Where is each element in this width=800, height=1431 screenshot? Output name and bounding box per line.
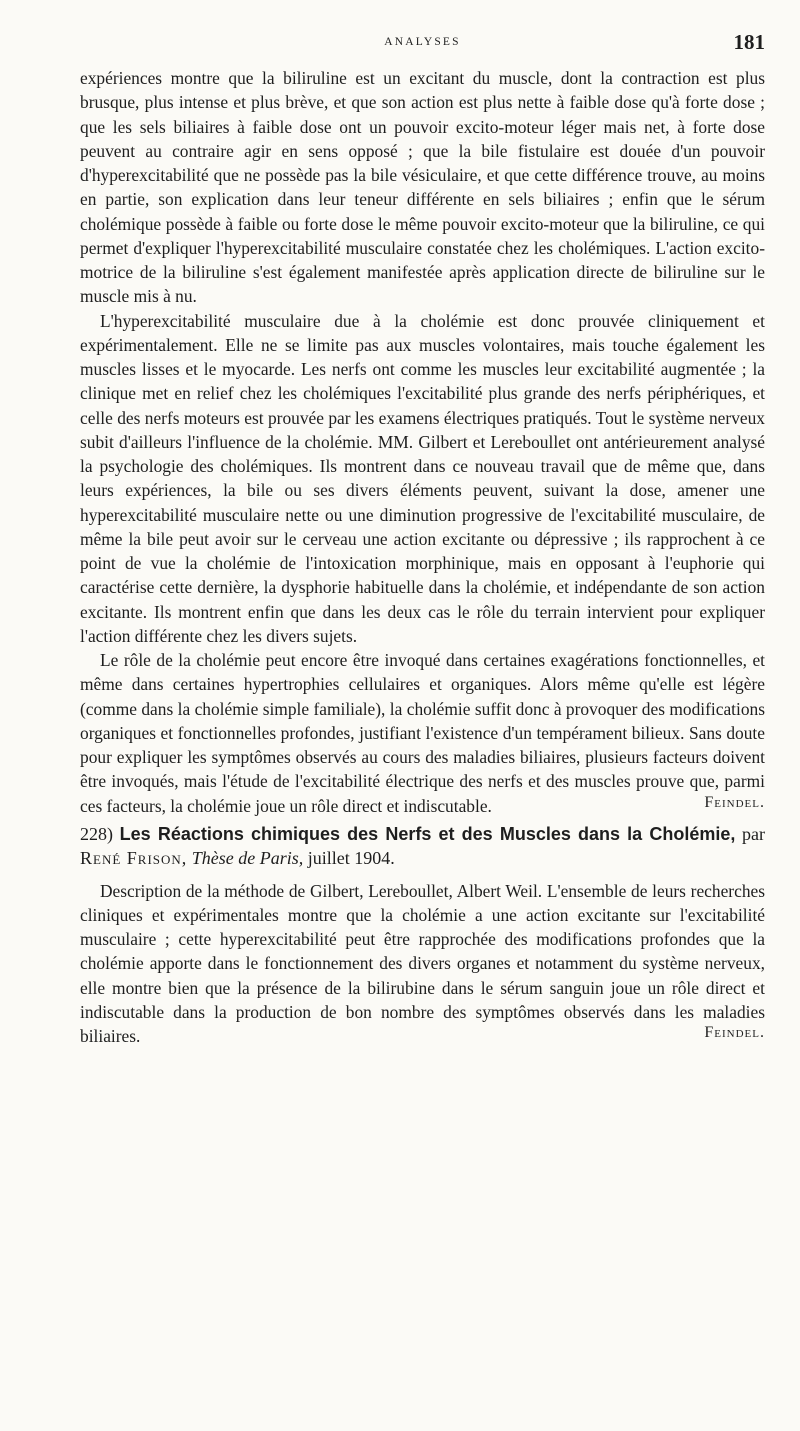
entry-thesis: Thèse de Paris, [191,848,304,868]
entry-by: par [742,823,766,844]
entry-title: Les Réactions chimiques des Nerfs et des Muscles dans la Cholémie, [119,823,736,844]
entry-number: 228) [80,823,113,844]
paragraph-1: expériences montre que la biliruline est un excitant du muscle, dont la contraction est plus brusque, plus intense et plus brève, et que son action est plus nette à faible dose qu'à forte dose ; que les sels biliaires à faible dose ont un pouvoir excito-moteur léger mais net, à forte dose peuvent au contraire agir en sens opposé ; que la bile fistulaire est douée d'un pouvoir d'hyperexcitabilité que ne possède pas la bile vésiculaire, et que cette différence trouve, au moins en partie, son explication dans leur teneur différente en sels biliaires ; enfin que le sérum cholémique possède à faible ou forte dose le même pouvoir excito-moteur que la biliruline, ce qui permet d'expliquer l'hyperexcitabilité musculaire constatée chez les cholémiques. L'action excito-motrice de la biliruline s'est également manifestée après application directe de biliruline sur le muscle mis à nu. [80,68,765,307]
entry-date: juillet 1904. [307,848,395,868]
entry-heading [80,822,765,871]
paragraph-3: Le rôle de la cholémie peut encore être invoqué dans certaines exagérations fonctionnelles, et même dans certaines hypertrophies cellulaires et organiques. Alors même qu'elle est légère (comme dans la cholémie simple familiale), la cholémie suffit donc à provoquer des modifications organiques et fonctionnelles profondes, justifiant l'existence d'un tempérament bilieux. Sans doute pour expliquer les symptômes observés au cours des maladies biliaires, plusieurs facteurs doivent être invoqués, mais l'étude de l'excitabilité électrique des nerfs et des muscles prouve que, parmi ces facteurs, la cholémie joue un rôle direct et indiscutable. [80,650,765,816]
entry-author: René Frison, [80,848,188,868]
running-head: ANALYSES [384,36,461,48]
page-body [80,66,766,1046]
page-number: 181 [733,30,765,54]
paragraph-2: L'hyperexcitabilité musculaire due à la cholémie est donc prouvée cliniquement et expérimentalement. Elle ne se limite pas aux muscles volontaires, mais touche également les muscles lisses et le myocarde. Les nerfs ont comme les muscles leur excitabilité augmentée ; la clinique met en relief chez les cholémiques l'excitabilité plus grande des nerfs périphériques, et celle des nerfs moteurs est prouvée par les examens électriques pratiqués. Tout le système nerveux subit d'ailleurs l'influence de la cholémie. MM. Gilbert et Lereboullet ont antérieurement analysé la psychologie des cholémiques. Ils montrent dans ce nouveau travail que de même que, dans leurs expériences, la bile ou ses divers éléments peuvent, suivant la dose, amener une hyperexcitabilité musculaire nette ou une diminution progressive de l'excitabilité musculaire, de même la bile peut avoir sur le cerveau une action excitante ou dépressive ; ils rapprochent à ce point de vue la cholémie de l'intoxication morphinique, mais en opposant à l'euphorie qui caractérise cette dernière, la dysphorie habituelle dans la cholémie, et indépendante de son action excitante. Ils montrent enfin que dans les deux cas le rôle du terrain intervient pour expliquer l'action différente chez les divers sujets. [80,310,765,646]
entry-paragraph: Description de la méthode de Gilbert, Lereboullet, Albert Weil. L'ensemble de leurs recherches cliniques et expérimentales montre que la cholémie a une action excitante sur l'excitabilité musculaire ; cette hyperexcitabilité peut être rapprochée des modifications profondes que la cholémie apporte dans le fonctionnement des divers organes et notamment du système nerveux, elle montre bien que la présence de la bilirubine dans le sérum sanguin joue un rôle direct et indiscutable dans la production de bon nombre des symptômes observés dans les maladies biliaires. [80,880,765,1046]
page-header [80,28,765,58]
signature-1: Feindel. [704,793,765,811]
signature-2: Feindel. [704,1024,765,1041]
